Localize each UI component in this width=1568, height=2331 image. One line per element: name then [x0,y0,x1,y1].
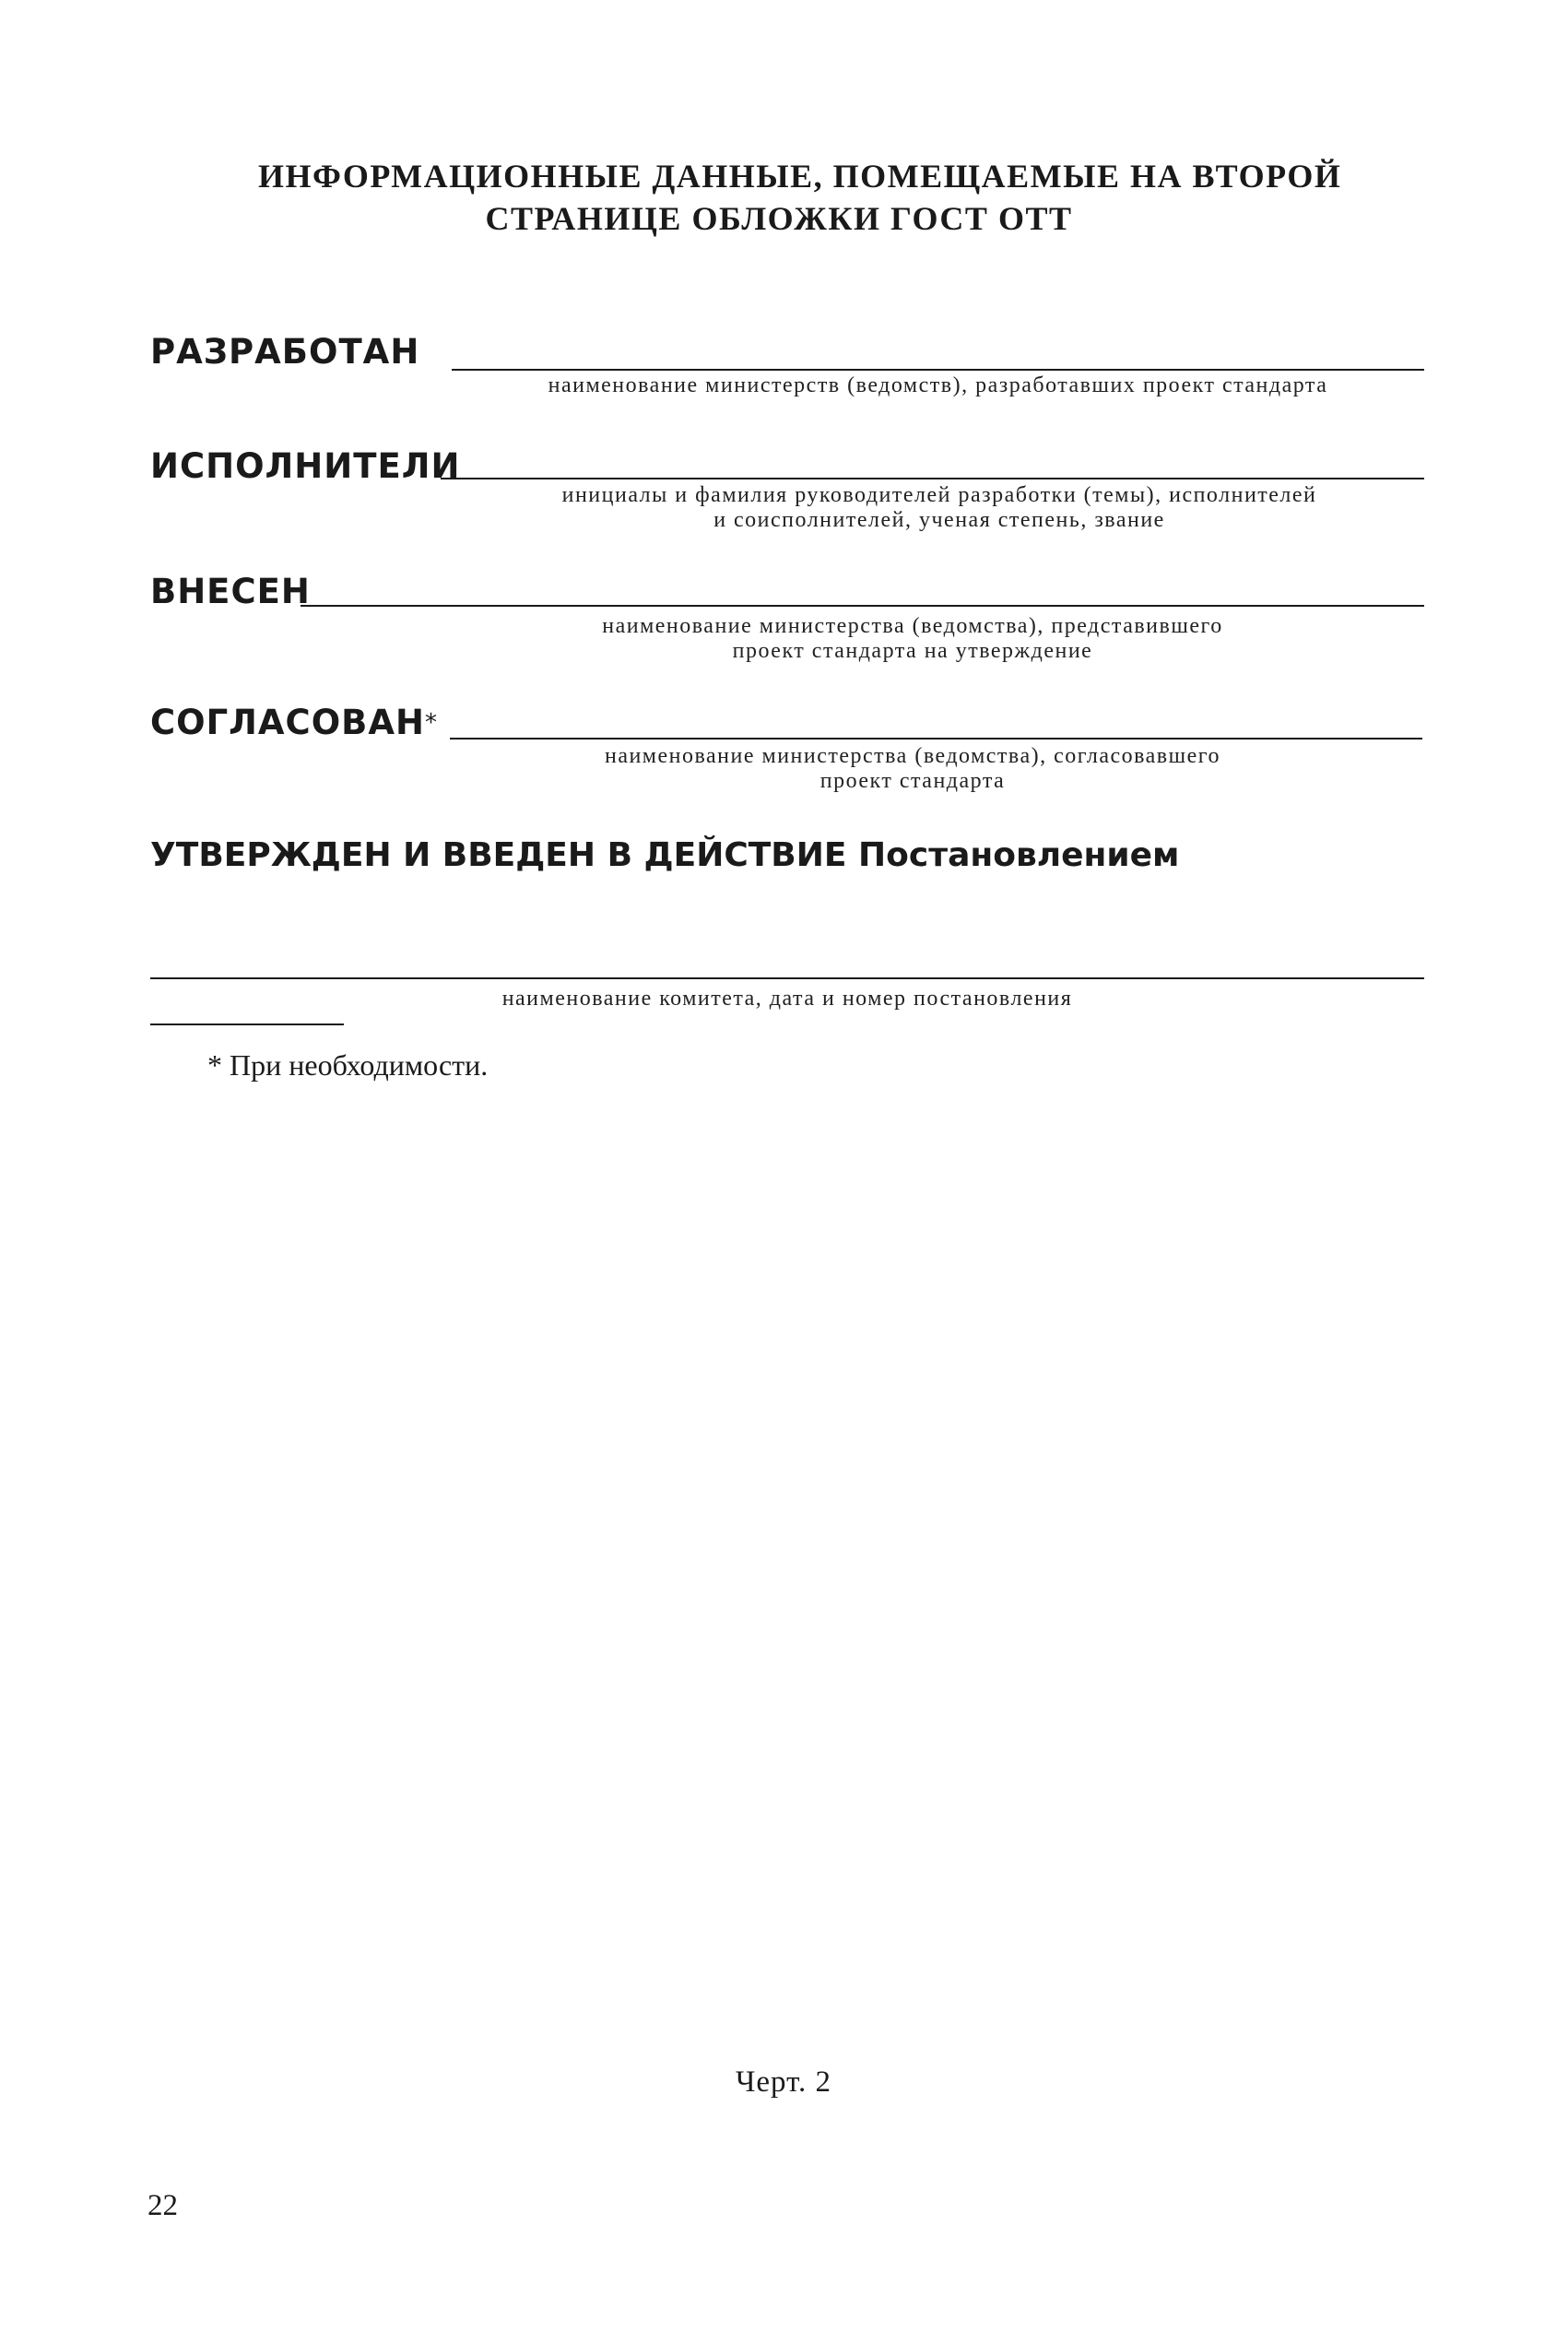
introduced-label: ВНЕСЕН [150,572,311,611]
footnote: * При необходимости. [207,1048,489,1082]
figure-label: Черт. 2 [735,2065,832,2099]
agreed-caption-line-1: наименование министерства (ведомства), согласовавшего [604,744,1221,768]
agreed-label [150,703,438,743]
executors-caption-line-1: инициалы и фамилия руководителей разработки (темы), исполнителей [561,483,1317,507]
approved-heading [150,835,1179,876]
approved-caption [150,987,1424,1012]
footnote-rule [150,1024,344,1025]
page-title [258,155,1342,240]
approved-rule [150,977,1424,979]
agreed-caption-line-2: проект стандарта [819,769,1006,793]
title-line-1: ИНФОРМАЦИОННЫЕ ДАННЫЕ, ПОМЕЩАЕМЫЕ НА ВТОРОЙ [258,158,1342,195]
executors-label: ИСПОЛНИТЕЛИ [150,446,461,486]
developed-rule [452,369,1424,371]
agreed-label-text: СОГЛАСОВАН [150,703,425,742]
developed-caption [452,373,1424,398]
approved-suffix: Постановлением [858,836,1180,874]
agreed-asterisk: * [424,709,438,737]
introduced-rule [301,605,1424,607]
executors-rule [441,478,1424,479]
title-line-2: СТРАНИЦЕ ОБЛОЖКИ ГОСТ ОТТ [485,200,1073,237]
developed-label: РАЗРАБОТАН [150,332,420,372]
introduced-caption-line-2: проект стандарта на утверждение [732,639,1093,663]
developed-caption-line: наименование министерств (ведомств), разработавших проект стандарта [548,373,1328,397]
introduced-caption-line-1: наименование министерства (ведомства), представившего [602,614,1223,638]
page-number: 22 [147,2189,178,2222]
introduced-caption [489,614,1337,664]
executors-caption [452,483,1427,533]
agreed-caption [498,744,1327,794]
approved-caption-line: наименование комитета, дата и номер постановления [501,987,1073,1011]
agreed-rule [450,738,1422,740]
executors-caption-line-2: и соисполнителей, ученая степень, звание [713,508,1165,532]
approved-label: УТВЕРЖДЕН И ВВЕДЕН В ДЕЙСТВИЕ [150,836,847,874]
